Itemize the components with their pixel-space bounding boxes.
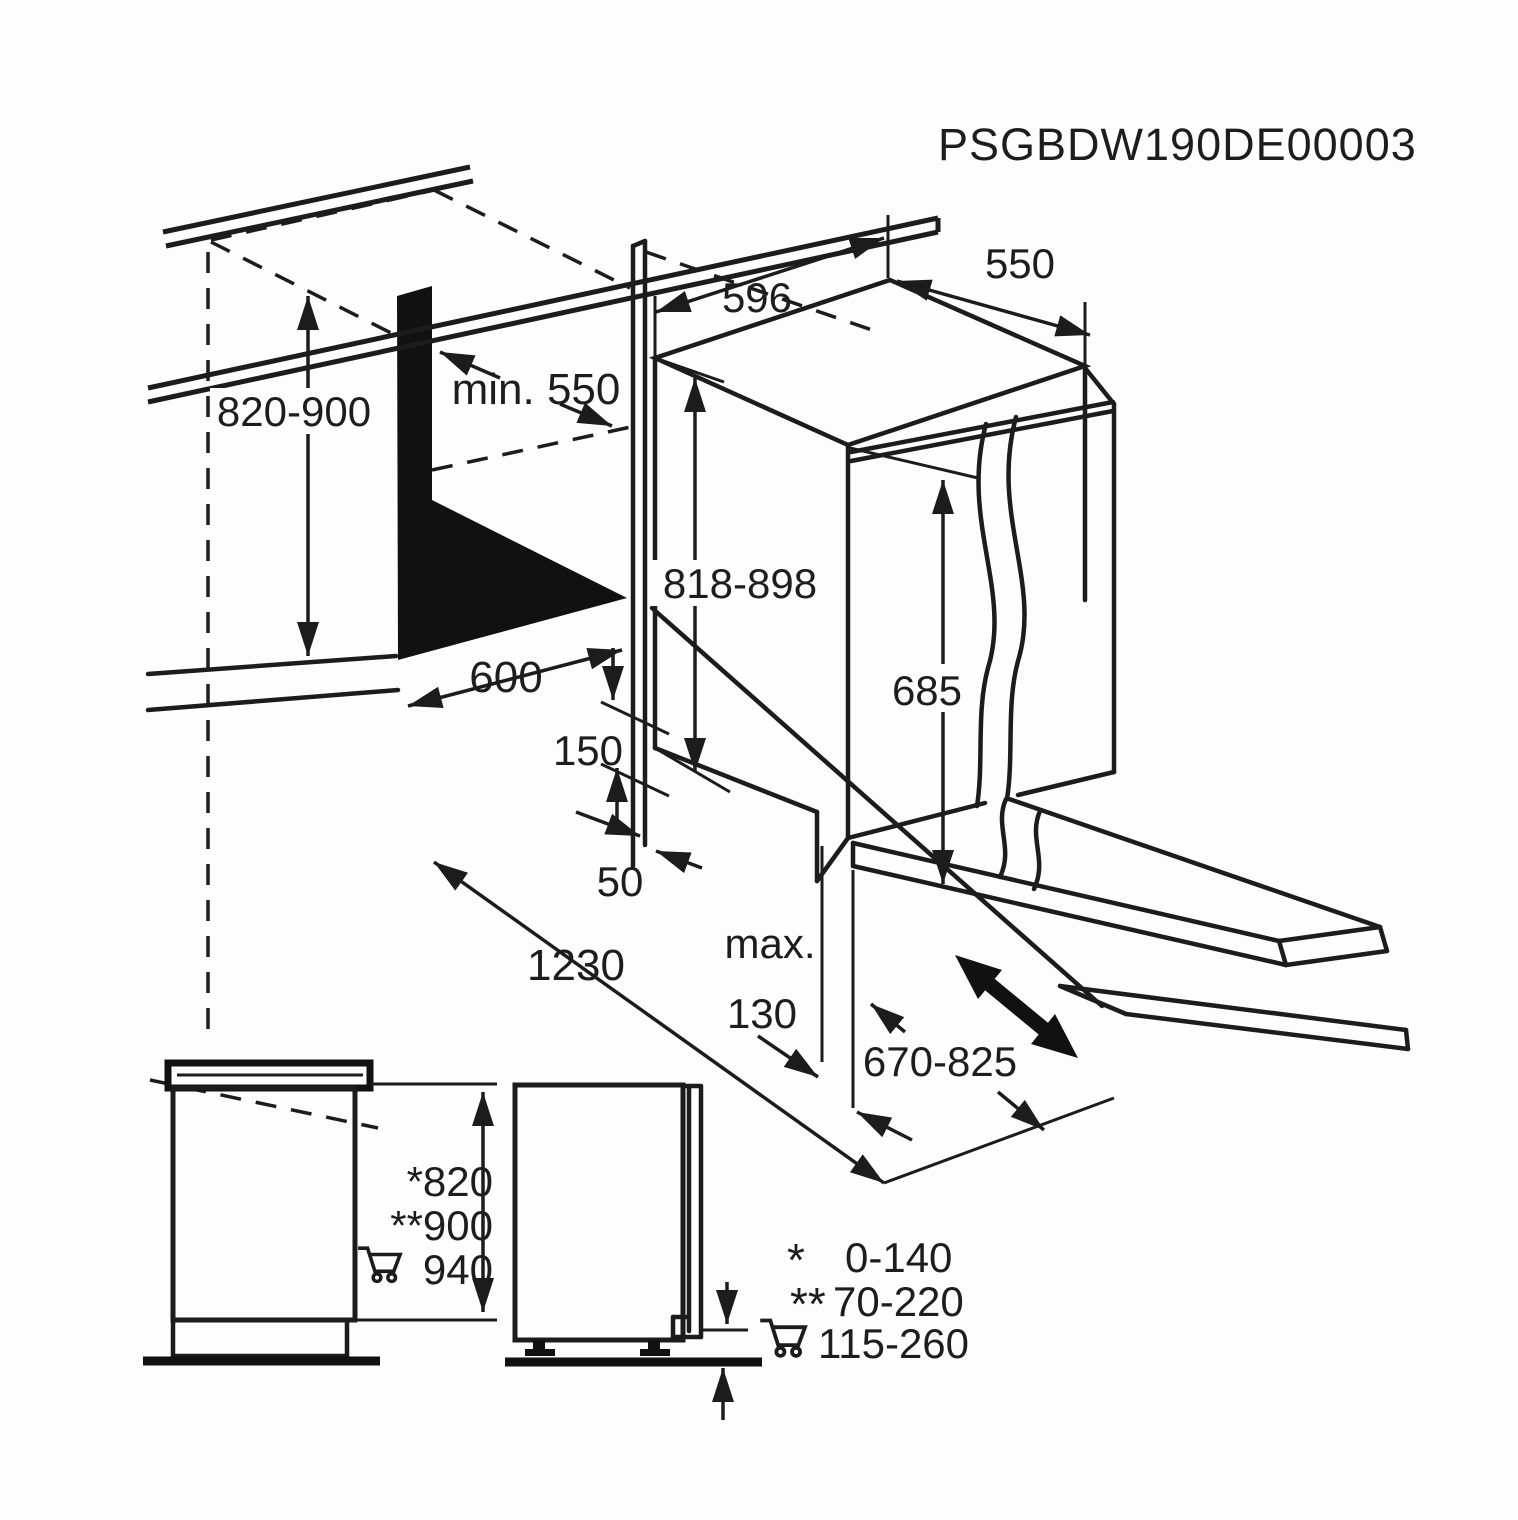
plinth-recess-word-label: max. (724, 920, 816, 967)
niche-height-label: 820-900 (216, 388, 372, 435)
appliance-front-outline (173, 1088, 355, 1320)
dimension-820-900 (210, 296, 378, 656)
dimension-550 (897, 240, 1090, 366)
height-doublestar-label: **900 (390, 1202, 493, 1249)
panel-height-range-label: 670-825 (862, 1038, 1018, 1085)
side-gap-label: 50 (596, 858, 644, 905)
plinth-step-height-label: 150 (552, 727, 624, 774)
plinth-recess-value-label: 130 (726, 990, 798, 1037)
height-transport-label: 940 (422, 1246, 493, 1293)
cart-icon (358, 1248, 400, 1281)
legend-block (760, 1234, 969, 1367)
open-door-clearance-label: 1230 (527, 941, 625, 990)
dimension-1230 (434, 862, 884, 1183)
decor-panel-wave (977, 417, 1025, 806)
appliance-foot (533, 1340, 545, 1350)
product-code-label: PSGBDW190DE00003 (938, 119, 1417, 170)
niche-side-panel (633, 241, 645, 866)
legend-star-value: 0-140 (845, 1234, 953, 1281)
height-star-label: *820 (406, 1158, 493, 1205)
appliance-depth-label: 550 (984, 240, 1056, 287)
dimension-150 (553, 648, 669, 824)
board-wave-line (1000, 799, 1006, 877)
appliance-foot (648, 1340, 660, 1350)
door-panel-height-label: 685 (891, 667, 963, 714)
niche-width-label: 600 (469, 653, 543, 702)
dimension-600 (408, 650, 622, 706)
legend-cart-value: 115-260 (818, 1320, 970, 1367)
appliance-width-label: 596 (721, 274, 793, 321)
dimension-max-130 (724, 846, 912, 1140)
legend-doublestar-value: 70-220 (833, 1278, 964, 1325)
dimension-50 (576, 812, 702, 905)
front-view-panel-feet (505, 1085, 762, 1420)
front-view-built-under (143, 1063, 497, 1361)
legend-doublestar-symbol: ** (790, 1278, 826, 1330)
door-board (853, 799, 1408, 1058)
dimension-min-550 (440, 352, 620, 426)
cart-icon (760, 1320, 805, 1355)
board-wave-line (1034, 811, 1040, 889)
appliance-height-label: 818-898 (662, 560, 818, 607)
legend-star-symbol: * (787, 1234, 805, 1286)
niche-depth-label: min. 550 (451, 365, 621, 414)
dimension-685 (850, 448, 978, 884)
appliance-side-outline (515, 1085, 683, 1340)
dimension-670-825 (863, 1004, 1044, 1130)
